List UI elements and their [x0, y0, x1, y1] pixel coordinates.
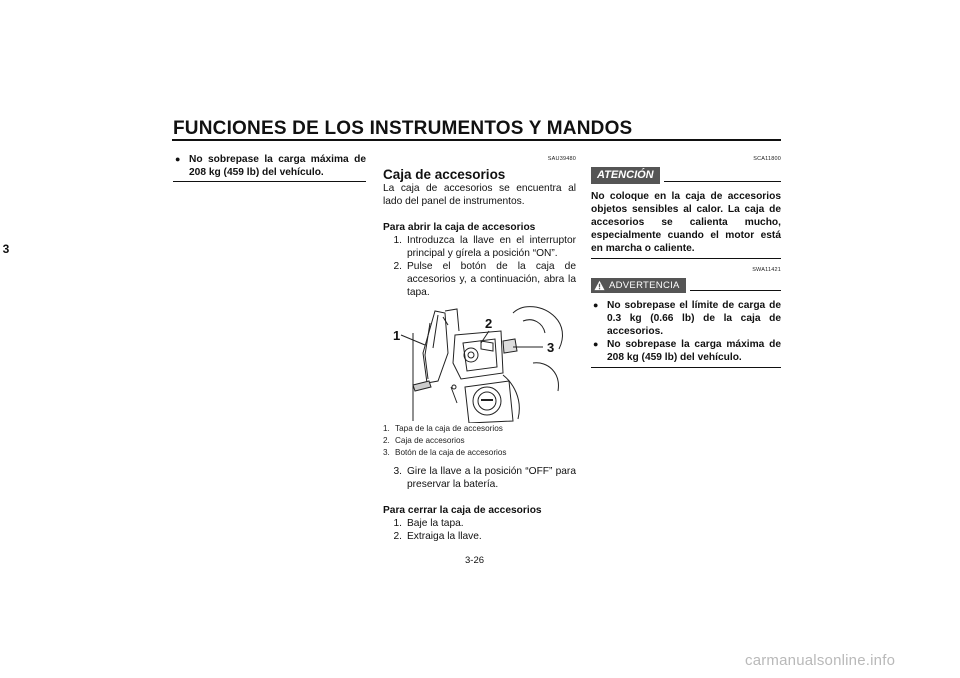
- open-heading: Para abrir la caja de accesorios: [383, 222, 536, 233]
- list-item: [383, 517, 576, 530]
- step-number: 2.: [393, 531, 402, 542]
- step-number: 1.: [393, 235, 402, 246]
- warning-triangle-icon: [594, 280, 605, 291]
- list-item: [383, 260, 576, 299]
- bullet-item: [591, 299, 781, 338]
- figure-label-3: 3: [547, 340, 555, 355]
- caption-line: 2. Caja de accesorios: [383, 436, 465, 445]
- section-heading: Caja de accesorios: [383, 167, 506, 182]
- attention-badge: ATENCIÓN: [591, 167, 660, 184]
- bullet-item: [173, 153, 366, 179]
- bullet-item: [591, 338, 781, 364]
- column-1: [173, 153, 366, 182]
- section-code: SAU39480: [547, 156, 576, 162]
- figure-caption: [383, 423, 576, 459]
- list-item: [383, 465, 576, 491]
- intro-text: La caja de accesorios se encuentra al lado del panel de instrumentos.: [383, 183, 576, 207]
- step-text: Introduzca la llave en el interruptor principal y gírela a posición “ON”.: [407, 235, 576, 259]
- header-rule: [172, 139, 781, 141]
- divider: [173, 181, 366, 182]
- page-number: 3-26: [465, 555, 485, 566]
- step-text: Baje la tapa.: [407, 518, 464, 529]
- bullet-icon: ●: [175, 154, 181, 164]
- accessory-box-illustration: [383, 303, 576, 423]
- bullet-icon: ●: [593, 339, 599, 349]
- figure-label-2: 2: [485, 316, 493, 331]
- bullet-text: No sobrepase el límite de carga de 0.3 kg (0.66 lb) de la caja de accesorios.: [607, 300, 781, 337]
- accessory-box-figure: [383, 303, 576, 423]
- step-text: Extraiga la llave.: [407, 531, 482, 542]
- bullet-icon: ●: [593, 300, 599, 310]
- step-number: 2.: [393, 261, 402, 272]
- list-item: [383, 234, 576, 260]
- list-item: [383, 530, 576, 543]
- notice-code: SCA11800: [753, 156, 781, 162]
- chapter-tab: 3: [2, 242, 10, 256]
- warning-badge: ADVERTENCIA: [591, 278, 686, 293]
- bullet-text: No sobrepase la carga máxima de 208 kg (459 lb) del vehículo.: [189, 154, 366, 178]
- close-heading: Para cerrar la caja de accesorios: [383, 505, 542, 516]
- bullet-text: No sobrepase la carga máxima de 208 kg (459 lb) del vehículo.: [607, 339, 781, 363]
- step-number: 3.: [393, 466, 402, 477]
- column-2: [383, 153, 576, 543]
- page-title: FUNCIONES DE LOS INSTRUMENTOS Y MANDOS: [173, 118, 633, 139]
- attention-text: No coloque en la caja de accesorios objetos sensibles al calor. La caja de accesorios se calienta mucho, especialmente cuando el motor está en marcha o caliente.: [591, 191, 781, 254]
- caption-line: 1. Tapa de la caja de accesorios: [383, 424, 503, 433]
- figure-label-1: 1: [393, 328, 401, 343]
- divider: [690, 290, 781, 291]
- step-number: 1.: [393, 518, 402, 529]
- notice-code: SWA11421: [752, 267, 781, 273]
- caption-line: 3. Botón de la caja de accesorios: [383, 448, 507, 457]
- column-3: [591, 153, 781, 368]
- divider: [591, 367, 781, 368]
- watermark: carmanualsonline.info: [745, 652, 896, 669]
- step-text: Pulse el botón de la caja de accesorios y, a continuación, abra la tapa.: [407, 261, 576, 298]
- divider: [591, 258, 781, 259]
- divider: [664, 181, 781, 182]
- step-text: Gire la llave a la posición “OFF” para preservar la batería.: [407, 466, 576, 490]
